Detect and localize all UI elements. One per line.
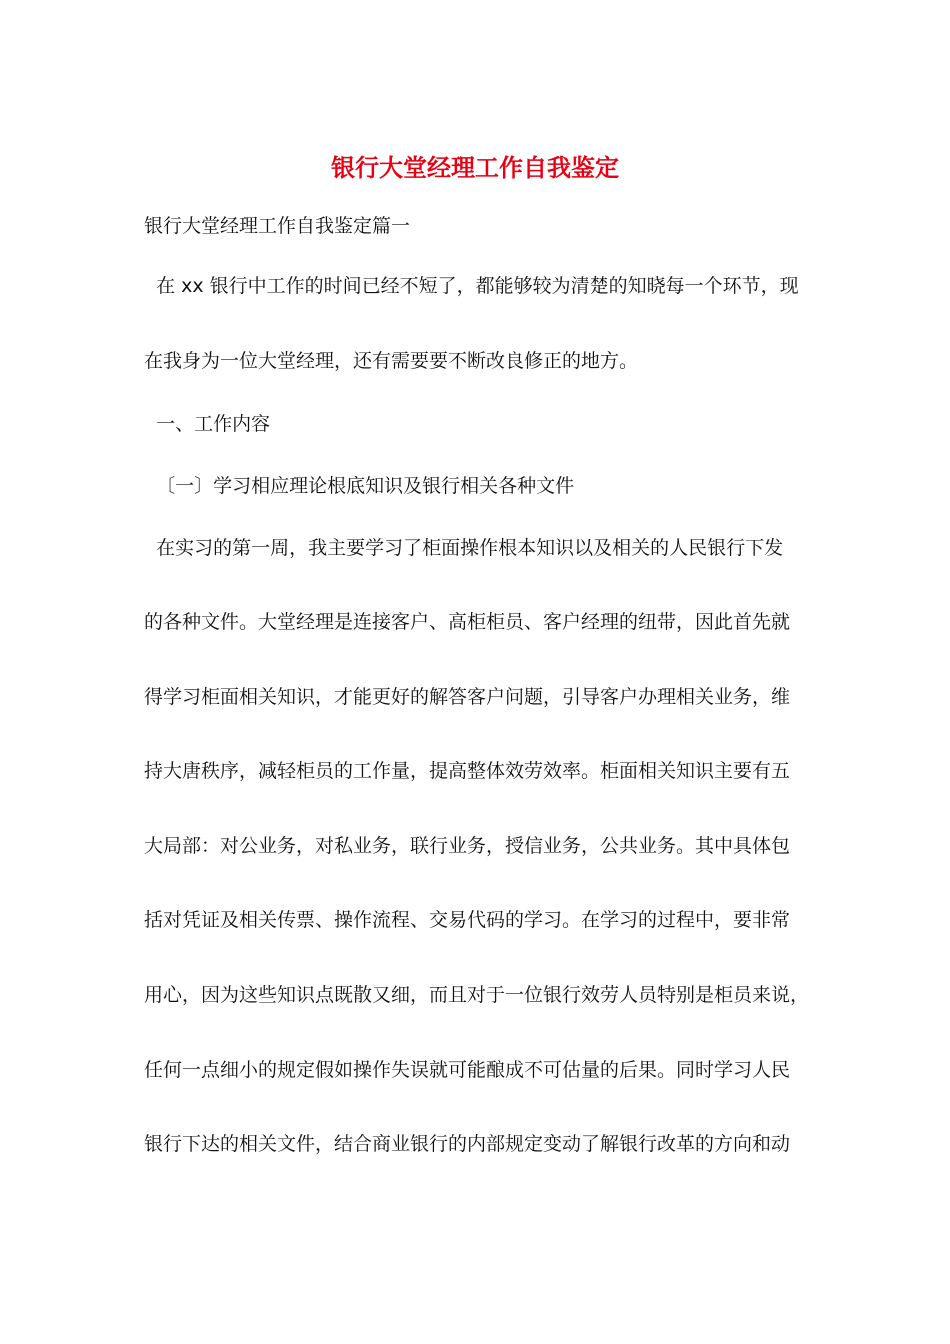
paragraph-line: 的各种文件。大堂经理是连接客户、高柜柜员、客户经理的纽带，因此首先就 [144, 611, 791, 633]
paragraph-line: 在实习的第一周，我主要学习了柜面操作根本知识以及相关的人民银行下发 [144, 537, 784, 559]
section-heading-part-one: 银行大堂经理工作自我鉴定篇一 [144, 215, 411, 237]
paragraph-line: 大局部：对公业务，对私业务，联行业务，授信业务，公共业务。其中具体包 [144, 835, 791, 857]
paragraph-line: 任何一点细小的规定假如操作失误就可能酿成不可估量的后果。同时学习人民 [144, 1059, 791, 1081]
paragraph-line: 用心，因为这些知识点既散又细，而且对于一位银行效劳人员特别是柜员来说， [144, 984, 810, 1006]
section-heading-work-content: 一、工作内容 [144, 413, 271, 435]
paragraph-line: 在 xx 银行中工作的时间已经不短了，都能够较为清楚的知晓每一个环节，现 [144, 275, 799, 297]
paragraph-line: 在我身为一位大堂经理，还有需要要不断改良修正的地方。 [144, 350, 639, 372]
document-title: 银行大堂经理工作自我鉴定 [331, 153, 619, 182]
subsection-heading-study: 〔一〕学习相应理论根底知识及银行相关各种文件 [144, 475, 575, 497]
paragraph-line: 银行下达的相关文件，结合商业银行的内部规定变动了解银行改革的方向和动 [144, 1133, 791, 1155]
paragraph-line: 括对凭证及相关传票、操作流程、交易代码的学习。在学习的过程中，要非常 [144, 909, 791, 931]
paragraph-line: 得学习柜面相关知识，才能更好的解答客户问题，引导客户办理相关业务，维 [144, 686, 791, 708]
paragraph-line: 持大唐秩序，减轻柜员的工作量，提高整体效劳效率。柜面相关知识主要有五 [144, 760, 791, 782]
